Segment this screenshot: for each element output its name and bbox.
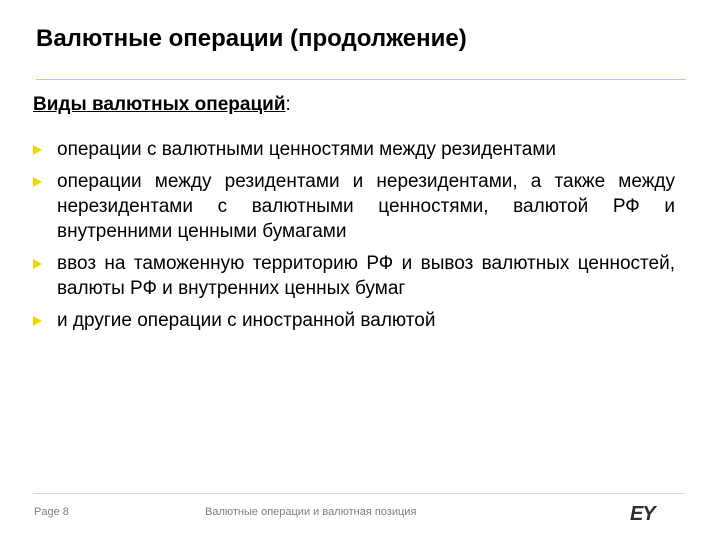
title-divider [36, 79, 686, 80]
footer-divider [33, 493, 685, 494]
slide-content [33, 91, 675, 340]
page-number: Page 8 [34, 506, 69, 518]
section-heading-text: Виды валютных операций [33, 94, 286, 115]
bullet-text: и другие операции с иностранной валютой [57, 310, 436, 331]
bullet-item [33, 308, 675, 333]
ey-logo: EY [630, 503, 655, 525]
bullet-text: операции между резидентами и нерезидентами, а также между нерезидентами с валютными ценностями, валютой РФ и внутренними ценными бумагами [57, 171, 675, 242]
bullet-item [33, 137, 675, 162]
bullet-list [33, 137, 675, 333]
slide-title: Валютные операции (продолжение) [36, 25, 467, 52]
bullet-text: ввоз на таможенную территорию РФ и вывоз валютных ценностей, валюты РФ и внутренних ценных бумаг [57, 253, 675, 299]
triangle-bullet-icon [33, 259, 42, 269]
bullet-item [33, 169, 675, 244]
section-heading-colon: : [285, 94, 291, 115]
footer-caption: Валютные операции и валютная позиция [205, 506, 417, 518]
bullet-text: операции с валютными ценностями между резидентами [57, 139, 557, 160]
triangle-bullet-icon [33, 316, 42, 326]
triangle-bullet-icon [33, 177, 42, 187]
triangle-bullet-icon [33, 145, 42, 155]
bullet-item [33, 251, 675, 301]
section-heading [33, 91, 675, 119]
